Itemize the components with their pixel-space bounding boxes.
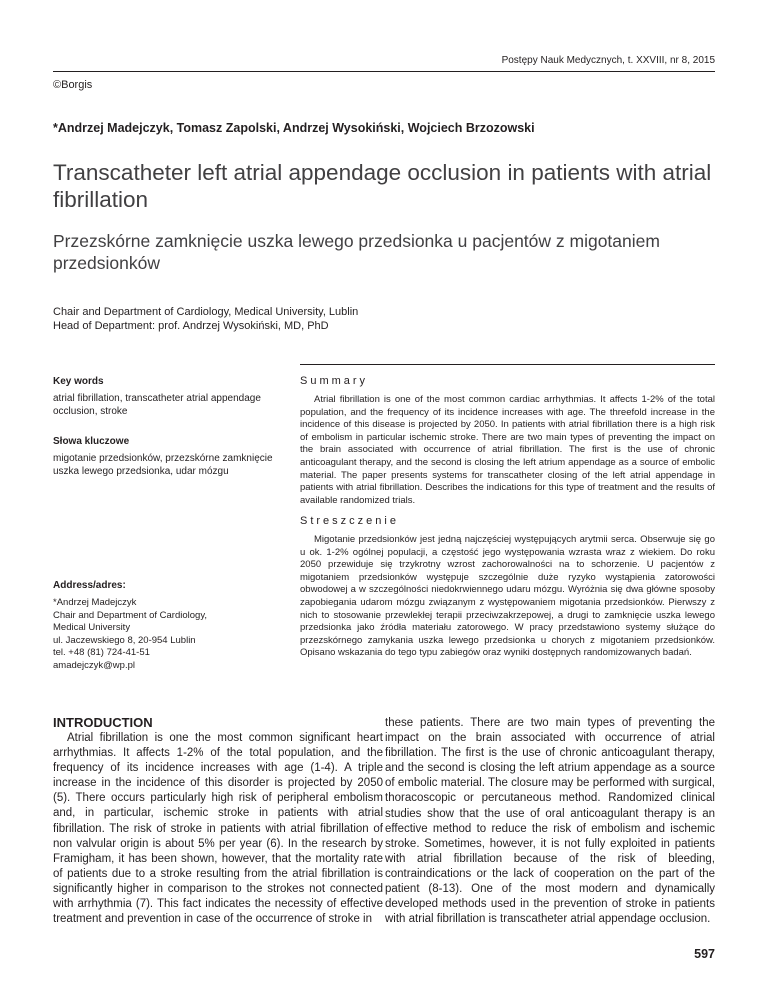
keywords-heading: Key words — [53, 376, 104, 387]
address-line: Chair and Department of Cardiology, — [53, 609, 208, 621]
body-column-right — [385, 716, 715, 927]
address-line: tel. +48 (81) 724-41-51 — [53, 647, 150, 659]
affiliation-department: Chair and Department of Cardiology, Medical University, Lublin — [53, 306, 359, 318]
author-list: *Andrzej Madejczyk, Tomasz Zapolski, Andrzej Wysokiński, Wojciech Brzozowski — [53, 121, 535, 135]
email-address: amadejczyk@wp.pl — [53, 659, 135, 671]
streszczenie-heading: Streszczenie — [300, 515, 399, 527]
affiliation — [53, 305, 358, 333]
publisher-label: ©Borgis — [53, 79, 93, 91]
body-column-left — [53, 731, 383, 927]
body-paragraph: these patients. There are two main types of preventing the impact on the brain associated with occurrence of atrial fibrillation. The first is the use of chronic anticoagulant therapy, and the second is closing the left atrium appendage as a source of embolic material. The closure may be performed with surgical, thoracoscopic or percutaneous method. Randomized clinical studies show that the use of oral anticoagulant therapy is an effective method to reduce the risk of embolism and ischemic stroke. Sometimes, however, it is not fully exploited in patients with atrial fibrillation because of the risk of bleeding, contraindications or the lack of cooperation on the part of the patient (8-13). One of the most modern and dynamically developed methods used in the prevention of stroke in patients with atrial fibrillation is transcatheter atrial appendage occlusion. — [385, 717, 715, 926]
address-line: *Andrzej Madejczyk — [53, 597, 137, 608]
keywords-pl-heading: Słowa kluczowe — [53, 436, 130, 447]
affiliation-head: Head of Department: prof. Andrzej Wysokiński, MD, PhD — [53, 320, 329, 332]
introduction-heading: INTRODUCTION — [53, 715, 153, 730]
summary-text: Atrial fibrillation is one of the most common cardiac arrhythmias. It affects 1-2% of the total population, and the frequency of its incidence increases with age. The threefold increase in the incidence of this disease is projected by 2050. In patients with atrial fibrillation there is a high risk of embolism in particular ischemic stroke. There are two main types of preventing the impact on the brain associated with occurrence of atrial fibrillation. The first is the use of chronic anticoagulant therapy, and the second is closing the left atrium appendage as a source of embolic material. The paper presents systems for transcatheter closing of the left atrial appendage in patients with atrial fibrillation. Describes the indications for this type of treatment and the results of available randomized trials. — [300, 394, 715, 506]
journal-citation: Postępy Nauk Medycznych, t. XXVIII, nr 8, 2015 — [501, 55, 715, 66]
address-heading: Address/adres: — [53, 580, 126, 591]
header-divider — [53, 71, 715, 72]
article-title-polish: Przezskórne zamknięcie uszka lewego przedsionka u pacjentów z migotaniem przedsionków — [53, 231, 660, 273]
summary-heading: Summary — [300, 375, 369, 387]
streszczenie-text: Migotanie przedsionków jest jedną najczęściej występujących arytmii serca. Obserwuje się go u ok. 1-2% ogólnej populacji, a częstość jego występowania wzrasta wraz z wiekiem. Do roku 2050 przewiduje się trzykrotny wzrost zachorowalności na to schorzenie. U pacjentów z migotaniem przedsionków występuje szczególnie duże ryzyko wystąpienia zatorowości obwodowej a w szczególności niedokrwiennego udaru mózgu. Wyróżnia się dwa główne sposoby zapobiegania udarom mózgu związanym z występowaniem migotania przedsionków. Pierwszy z nich to stosowanie przewlekłej terapii przeciwzakrzepowej, a drugi to zamknięcie uszka lewego przedsionka jako źródła materiału zatorowego. W pracy przedstawiono systemy służące do przezskórnego zamykania uszka lewego przedsionka u chorych z migotaniem przedsionków. Opisano wskazania do tego typu zabiegów oraz wyniki dostępnych randomizowanych badań. — [300, 534, 715, 659]
address-block — [53, 597, 207, 673]
address-line: Medical University — [53, 622, 131, 634]
abstract-divider — [300, 364, 715, 365]
keywords-text: atrial fibrillation, transcatheter atrial appendage occlusion, stroke — [53, 393, 261, 417]
keywords-pl-text: migotanie przedsionków, przezskórne zamknięcie uszka lewego przedsionka, udar mózgu — [53, 453, 273, 477]
article-title-english: Transcatheter left atrial appendage occlusion in patients with atrial fibrillation — [53, 160, 712, 212]
page-number: 597 — [694, 947, 715, 961]
address-line: ul. Jaczewskiego 8, 20-954 Lublin — [53, 634, 196, 646]
body-paragraph: Atrial fibrillation is one the most common significant heart arrhythmias. It affects 1-2% of the total population, and the frequency of its incidence increases with age (1-4). A triple increase in the incidence of this disorder is projected by 2050 (5). There occurs particularly high risk of peripheral embolism and, in particular, ischemic stroke in patients with atrial fibrillation. The risk of stroke in patients with atrial fibrillation of non valvular origin is about 5% per year (6). In the research by Framigham, it has been shown, however, that the mortality rate of patients due to a stroke resulting from the atrial fibrillation is significantly higher in comparison to the strokes not connected with arrhythmia (7). This fact indicates the necessity of effective treatment and prevention in case of the occurrence of stroke in — [53, 732, 383, 926]
